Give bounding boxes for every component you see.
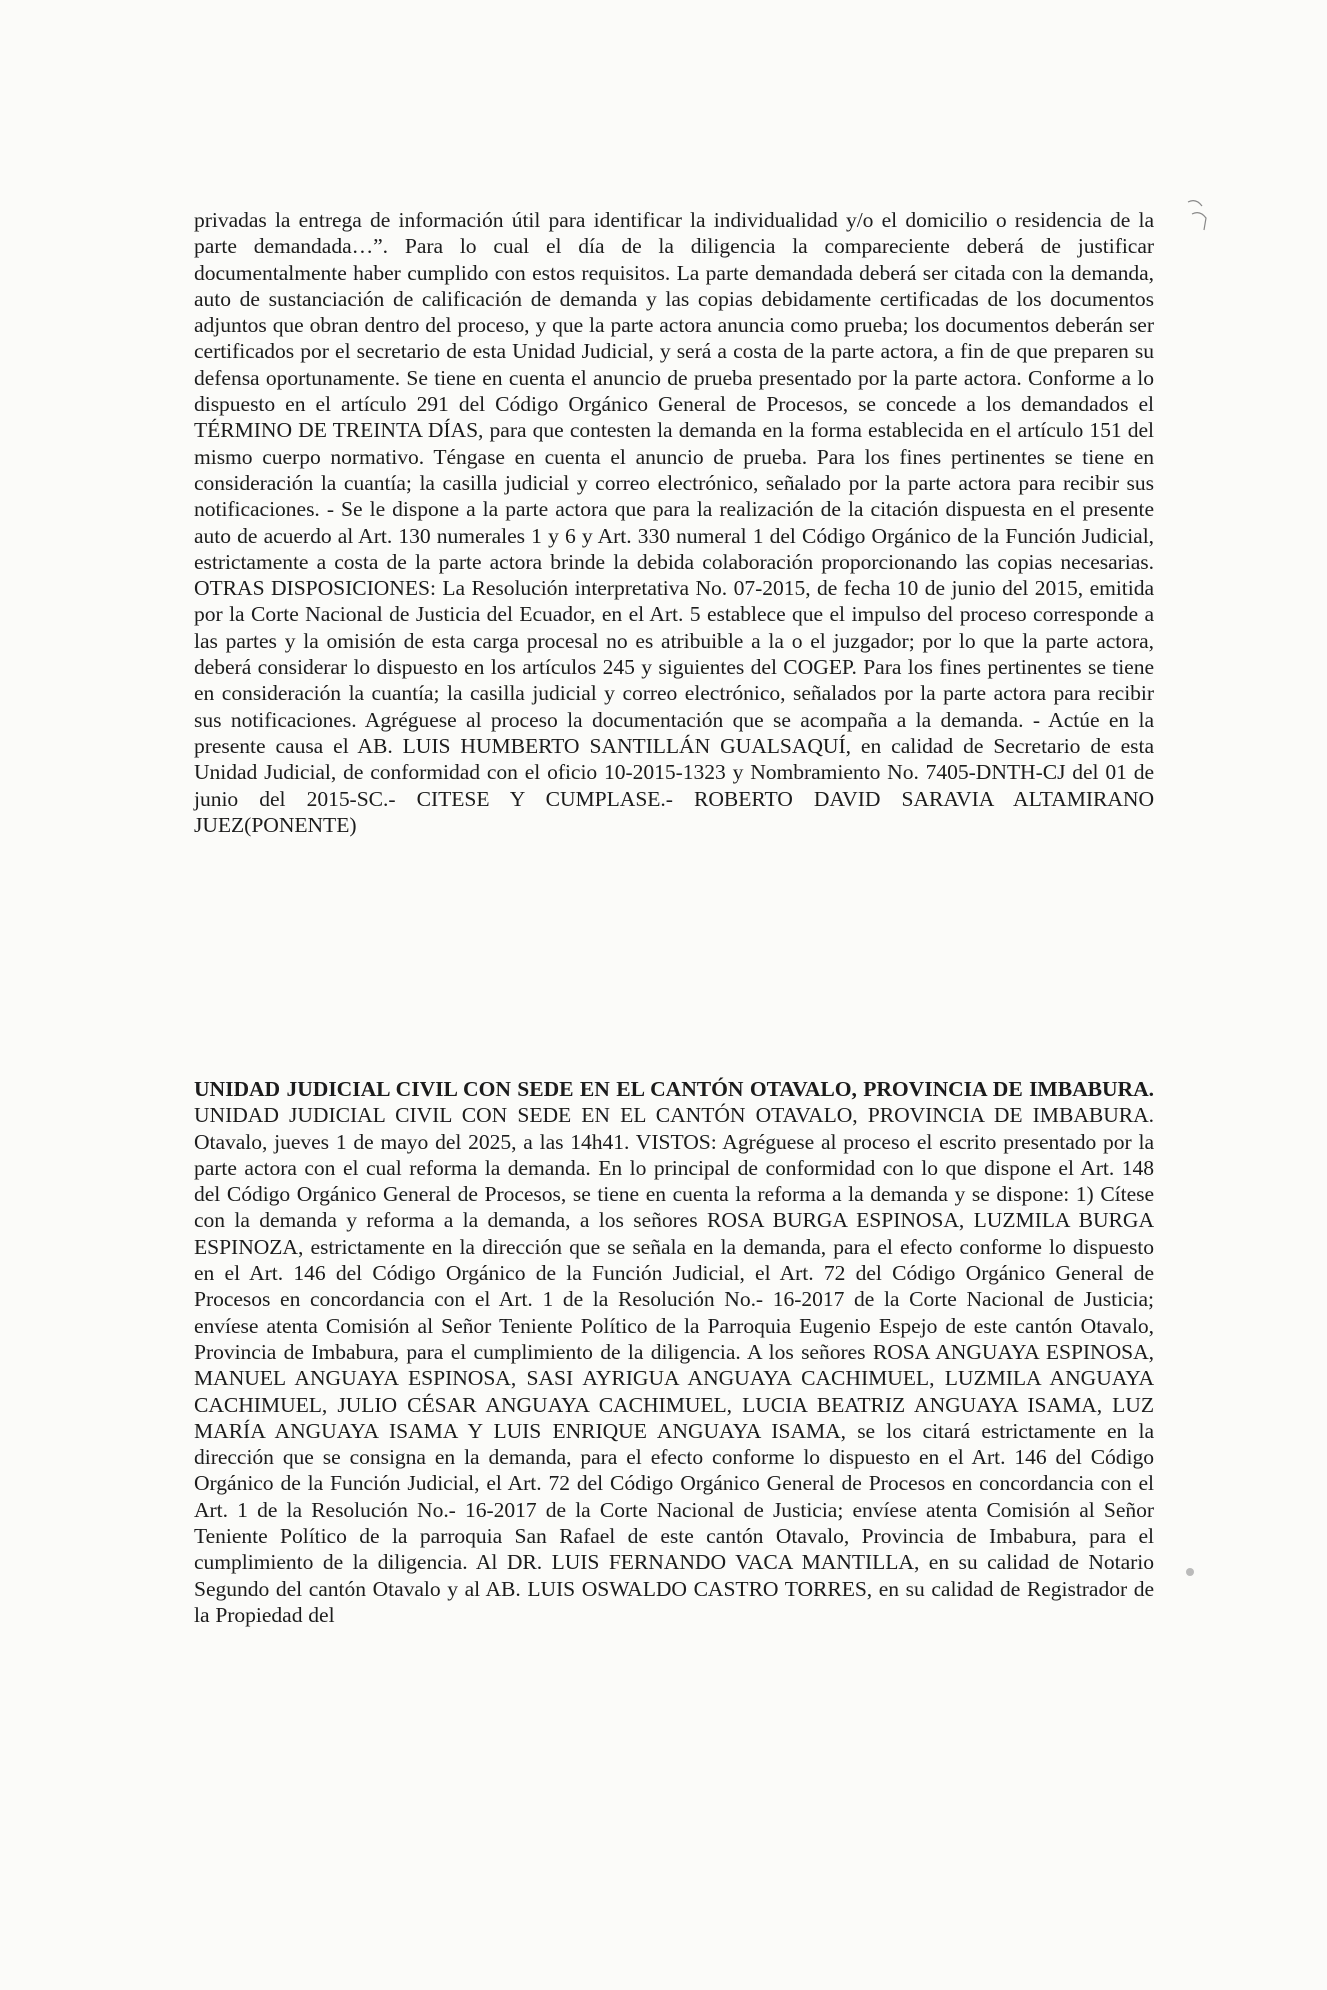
paragraph-2-text: UNIDAD JUDICIAL CIVIL CON SEDE EN EL CANTÓN OTAVALO, PROVINCIA DE IMBABURA. Otavalo, jueves 1 de mayo del 2025, a las 14h41. VISTOS: Agréguese al proceso el escrito presentado por la parte actora con el cual reforma la demanda. En lo principal de conformidad con lo que dispone el Art. 148 del Código Orgánico General de Procesos, se tiene en cuenta la reforma a la demanda y se dispone: 1) Cítese con la demanda y reforma a la demanda, a los señores ROSA BURGA ESPINOSA, LUZMILA BURGA ESPINOZA, estrictamente en la dirección que se señala en la demanda, para el efecto conforme lo dispuesto en el Art. 146 del Código Orgánico de la Función Judicial, el Art. 72 del Código Orgánico General de Procesos en concordancia con el Art. 1 de la Resolución No.- 16-2017 de la Corte Nacional de Justicia; envíese atenta Comisión al Señor Teniente Político de la Parroquia Eugenio Espejo de este cantón Otavalo, Provincia de Imbabura, para el cumplimiento de la diligencia. A los señores ROSA ANGUAYA ESPINOSA, MANUEL ANGUAYA ESPINOSA, SASI AYRIGUA ANGUAYA CACHIMUEL, LUZMILA ANGUAYA CACHIMUEL, JULIO CÉSAR ANGUAYA CACHIMUEL, LUCIA BEATRIZ ANGUAYA ISAMA, LUZ MARÍA ANGUAYA ISAMA Y LUIS ENRIQUE ANGUAYA ISAMA, se los citará estrictamente en la dirección que se consigna en la demanda, para el efecto conforme lo dispuesto en el Art. 146 del Código Orgánico de la Función Judicial, el Art. 72 del Código Orgánico General de Procesos en concordancia con el Art. 1 de la Resolución No.- 16-2017 de la Corte Nacional de Justicia; envíese atenta Comisión al Señor Teniente Político de la parroquia San Rafael de este cantón Otavalo, Provincia de Imbabura, para el cumplimiento de la diligencia. Al DR. LUIS FERNANDO VACA MANTILLA, en su calidad de Notario Segundo del cantón Otavalo y al AB. LUIS OSWALDO CASTRO TORRES, en su calidad de Registrador de la Propiedad del (194, 1103, 1154, 1627)
court-heading: UNIDAD JUDICIAL CIVIL CON SEDE EN EL CANTÓN OTAVALO, PROVINCIA DE IMBABURA. (194, 1077, 1154, 1101)
paragraph-1-text: privadas la entrega de información útil para identificar la individualidad y/o el domicilio o residencia de la parte demandada…”. Para lo cual el día de la diligencia la compareciente deberá de justificar documentalmente haber cumplido con estos requisitos. La parte demandada deberá ser citada con la demanda, auto de sustanciación de calificación de demanda y las copias debidamente certificadas de los documentos adjuntos que obran dentro del proceso, y que la parte actora anuncia como prueba; los documentos deberán ser certificados por el secretario de esta Unidad Judicial, y será a costa de la parte actora, a fin de que preparen su defensa oportunamente. Se tiene en cuenta el anuncio de prueba presentado por la parte actora. Conforme a lo dispuesto en el artículo 291 del Código Orgánico General de Procesos, se concede a los demandados el TÉRMINO DE TREINTA DÍAS, para que contesten la demanda en la forma establecida en el artículo 151 del mismo cuerpo normativo. Téngase en cuenta el anuncio de prueba. Para los fines pertinentes se tiene en consideración la cuantía; la casilla judicial y correo electrónico, señalado por la parte actora para recibir sus notificaciones. - Se le dispone a la parte actora que para la realización de la citación dispuesta en el presente auto de acuerdo al Art. 130 numerales 1 y 6 y Art. 330 numeral 1 del Código Orgánico de la Función Judicial, estrictamente a costa de la parte actora brinde la debida colaboración proporcionando las copias necesarias. OTRAS DISPOSICIONES: La Resolución interpretativa No. 07-2015, de fecha 10 de junio del 2015, emitida por la Corte Nacional de Justicia del Ecuador, en el Art. 5 establece que el impulso del proceso corresponde a las partes y la omisión de esta carga procesal no es atribuible a la o el juzgador; por lo que la parte actora, deberá considerar lo dispuesto en los artículos 245 y siguientes del COGEP. Para los fines pertinentes se tiene en consideración la cuantía; la casilla judicial y correo electrónico, señalados por la parte actora para recibir sus notificaciones. Agréguese al proceso la documentación que se acompaña a la demanda. - Actúe en la presente causa el AB. LUIS HUMBERTO SANTILLÁN GUALSAQUÍ, en calidad de Secretario de esta Unidad Judicial, de conformidad con el oficio 10-2015-1323 y Nombramiento No. 7405-DNTH-CJ del 01 de junio del 2015-SC.- CITESE Y CUMPLASE.- ROBERTO DAVID SARAVIA ALTAMIRANO JUEZ(PONENTE) (194, 208, 1154, 837)
scan-artifact-mark (1182, 196, 1212, 236)
paragraph-auto-continuation (194, 207, 1154, 838)
paragraph-auto-reform (194, 1076, 1154, 1628)
scan-dot (1184, 1566, 1196, 1578)
